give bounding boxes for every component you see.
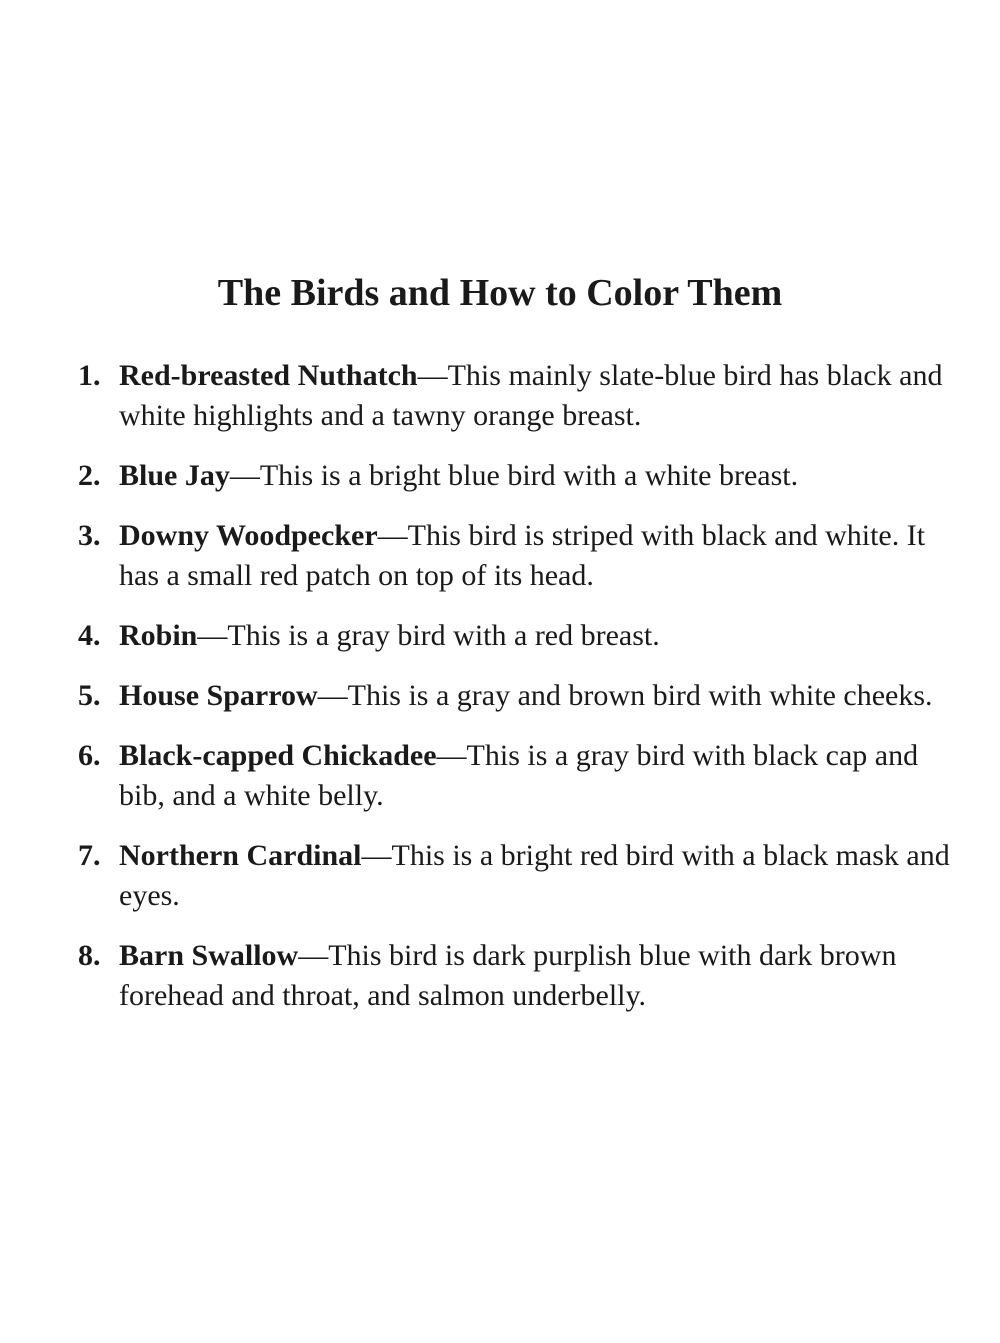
list-item <box>78 456 958 496</box>
list-item <box>78 836 958 916</box>
item-number: 7. <box>78 839 101 872</box>
bird-list <box>78 356 958 1036</box>
bird-description: —This is a gray and brown bird with white cheeks. <box>317 679 933 712</box>
bird-description: —This is a bright blue bird with a white breast. <box>229 459 799 492</box>
item-number: 2. <box>78 459 101 492</box>
bird-description: —This is a bright red bird with a black mask and eyes. <box>119 839 950 912</box>
bird-name: Blue Jay <box>119 459 230 492</box>
page-title: The Birds and How to Color Them <box>217 272 783 314</box>
item-number: 6. <box>78 739 101 772</box>
bird-name: Barn Swallow <box>119 939 299 972</box>
bird-description: —This bird is dark purplish blue with dark brown forehead and throat, and salmon underbelly. <box>119 939 897 1012</box>
bird-name: Robin <box>119 619 198 652</box>
bird-name: Black-capped Chickadee <box>119 739 437 772</box>
item-number: 4. <box>78 619 101 652</box>
list-item <box>78 616 958 656</box>
bird-name: Downy Woodpecker <box>119 519 378 552</box>
list-item <box>78 356 958 436</box>
bird-name: Northern Cardinal <box>119 839 362 872</box>
bird-name: Red-breasted Nuthatch <box>119 359 418 392</box>
list-item <box>78 516 958 596</box>
item-number: 1. <box>78 359 101 392</box>
item-number: 5. <box>78 679 101 712</box>
bird-description: —This is a gray bird with a red breast. <box>197 619 660 652</box>
bird-description: —This is a gray bird with black cap and bib, and a white belly. <box>119 739 919 812</box>
bird-name: House Sparrow <box>119 679 318 712</box>
bird-description: —This bird is striped with black and white. It has a small red patch on top of its head. <box>119 519 926 592</box>
list-item <box>78 676 958 716</box>
item-number: 3. <box>78 519 101 552</box>
list-item <box>78 936 958 1016</box>
item-number: 8. <box>78 939 101 972</box>
bird-description: —This mainly slate-blue bird has black and white highlights and a tawny orange breast. <box>119 359 943 432</box>
list-item <box>78 736 958 816</box>
